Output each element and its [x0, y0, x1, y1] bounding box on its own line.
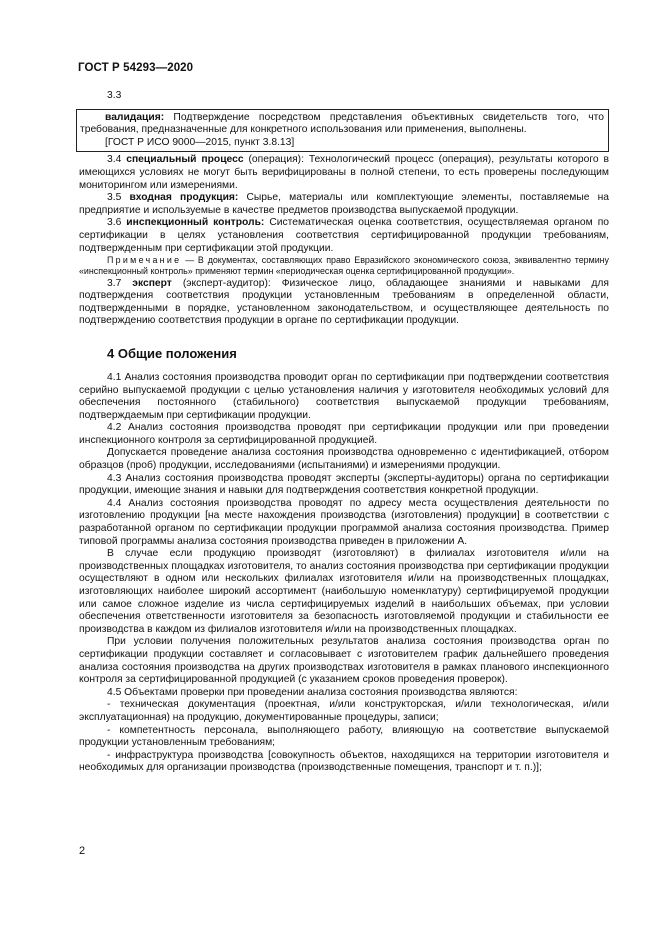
paragraph: 4.5 Объектами проверки при проведении анализа состояния производства являются:	[107, 686, 518, 698]
term-text: Систематическая оценка соответствия, осуществляемая органом по сертификации в целях установления соответствия сертифицированной продукции требованиям, подтвержденным при сертификации этой продукции.	[79, 217, 610, 254]
paragraph: 4.2 Анализ состояния производства проводят при сертификации продукции или при проведении инспекционного контроля за сертифицированной продукцией.	[79, 422, 609, 446]
paragraph: 4.4 Анализ состояния производства проводят по адресу места осуществления деятельности по изготовлению продукции [на месте нахождения производства (изготовления) продукции] в соответствии с разработанной органом по сертификации продукции программой анализа состояния производства. Пример типовой программы анализа состояния производства приведен в приложении А.	[79, 497, 609, 547]
term-name: входная продукция:	[129, 192, 239, 204]
list-item: - инфраструктура производства [совокупность объектов, находящихся на территории изготовителя и необходимых для организации производства (производственные помещения, транспорт и т. п.)];	[79, 749, 609, 774]
term-number: 3.3	[107, 90, 122, 101]
term-name: эксперт	[132, 277, 172, 289]
term-name: валидация:	[105, 111, 165, 123]
term-definition	[79, 192, 609, 217]
term-definition	[80, 112, 604, 137]
term-name: специальный процесс	[126, 154, 244, 166]
note-label: Примечание	[107, 255, 182, 266]
paragraph: Допускается проведение анализа состояния производства одновременно с идентификацией, отбором образцов (проб) продукции, исследованиями (испытаниями) и измерениями продукции.	[79, 447, 609, 472]
term-text: (операция): Технологический процесс (операция), результаты которого в имеющихся условиях не могут быть верифицированы в полной степени, то есть проверены последующим мониторингом или измерениями.	[79, 154, 609, 191]
document-header: ГОСТ Р 54293—2020	[78, 62, 194, 74]
page-number: 2	[79, 845, 86, 857]
term-number: 3.5	[107, 192, 130, 204]
term-name: инспекционный контроль:	[126, 217, 265, 229]
term-number: 3.6	[107, 217, 127, 229]
term-definition	[79, 278, 609, 328]
term-text: Сырье, материалы или комплектующие элементы, поставляемые на предприятие и используемые в качестве предметов производства выпускаемой продукции.	[79, 192, 609, 216]
note	[79, 255, 609, 277]
term-text: Подтверждение посредством представления объективных свидетельств того, что требования, предназначенные для конкретного использования или применения, выполнены.	[80, 111, 604, 136]
term-definition	[79, 154, 609, 192]
paragraph: При условии получения положительных результатов анализа состояния производства орган по сертификации продукции составляет и согласовывает с изготовителем график дальнейшего проведения анализа состояния производства на других производствах изготовителя в рамках планового инспекционного контроля за сертифицированной продукцией (с указанием сроков проведения проверок).	[79, 636, 609, 686]
term-source: [ГОСТ Р ИСО 9000—2015, пункт 3.8.13]	[105, 136, 295, 148]
framed-definition	[76, 109, 609, 153]
term-number: 3.7	[107, 277, 133, 289]
term-definition	[79, 217, 609, 255]
paragraph: 4.1 Анализ состояния производства проводит орган по сертификации при подтверждении соответствия серийно выпускаемой продукции с целью установления наличия у изготовителя необходимых условий для обеспечения постоянного (стабильного) соответствия выпускаемой продукции требованиям, подтверждаемым при сертификации продукции.	[79, 371, 609, 421]
paragraph: 4.3 Анализ состояния производства проводят эксперты (эксперты-аудиторы) органа по сертификации продукции, имеющие знания и навыки для подтверждения соответствия конкретной продукции.	[79, 472, 609, 497]
note-text: — В документах, составляющих право Евразийского экономического союза, эквивалентно термину «инспекционный контроль» применяют термин «периодическая оценка сертифицированной продукции».	[79, 255, 609, 277]
paragraph: В случае если продукцию производят (изготовляют) в филиалах изготовителя и/или на производственных площадках изготовителя, то анализ состояния производства при сертификации продукции осуществляют в одном или нескольких филиалах изготовителя и/или на производственных площадках, изготовляющих наиболее широкий ассортимент (наибольшую номенклатуру) сертифицируемой продукции или самое сложное изделие из числа сертифицируемых изделий в наибольших объемах, при условии обеспечения ответственности изготовителя за безопасность изготовляемой продукции и стабильности ее производства в каждом из филиалов изготовителя и/или на производственных площадках.	[79, 548, 609, 635]
term-text: (эксперт-аудитор): Физическое лицо, обладающее знаниями и навыками для подтверждения соответствия продукции установленным требованиям в определенной области, подтвержденными в порядке, установленном законодательством, и осуществляющее деятельность по подтверждению соответствия продукции в органе по сертификации продукции.	[79, 277, 609, 327]
inspection-objects-list	[79, 699, 609, 775]
list-item: - компетентность персонала, выполняющего работу, влияющую на соответствие выпускаемой продукции установленным требованиям;	[79, 724, 609, 749]
document-body	[79, 90, 609, 775]
list-item: - техническая документация (проектная, и/или конструкторская, и/или технологическая, и/или эксплуатационная) на продукцию, документированные процедуры, записи;	[79, 699, 609, 723]
section-heading: 4 Общие положения	[107, 345, 237, 361]
term-number: 3.4	[107, 154, 127, 166]
